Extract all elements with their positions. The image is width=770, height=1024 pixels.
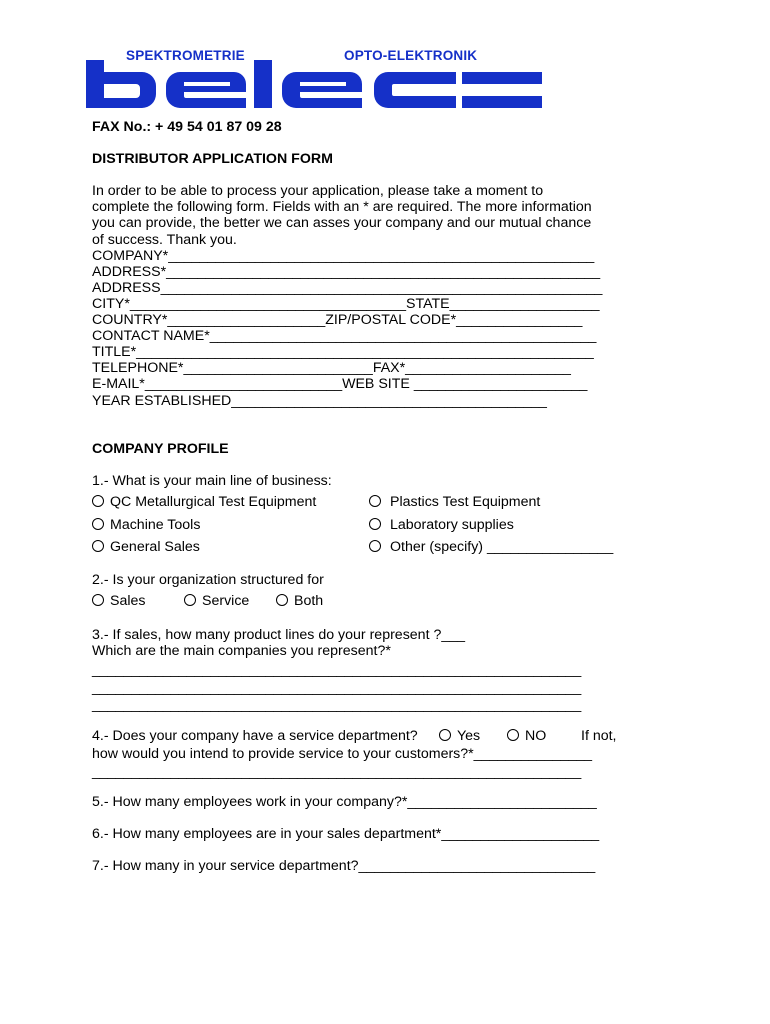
q3-blank-3[interactable]: ______________________________________________________________ <box>92 697 582 713</box>
field-email-website[interactable]: E-MAIL*_________________________WEB SITE ______________________ <box>92 376 588 392</box>
field-country-zip[interactable]: COUNTRY*____________________ZIP/POSTAL CODE*________________ <box>92 312 583 328</box>
q2-option-sales[interactable]: Sales <box>92 593 146 609</box>
q4-option-yes[interactable]: Yes <box>439 728 480 744</box>
q3-line-2: Which are the main companies you represent?* <box>92 643 391 659</box>
q7-service-employees[interactable]: 7.- How many in your service department?______________________________ <box>92 858 596 874</box>
q1-option-machine-tools[interactable]: Machine Tools <box>92 517 200 533</box>
q1-option-plastics[interactable]: Plastics Test Equipment <box>369 494 540 510</box>
q6-sales-employees[interactable]: 6.- How many employees are in your sales department*____________________ <box>92 826 600 842</box>
fax-number: FAX No.: + 49 54 01 87 09 28 <box>92 119 282 135</box>
field-address-2[interactable]: ADDRESS________________________________________________________ <box>92 280 603 296</box>
company-profile-heading: COMPANY PROFILE <box>92 441 229 457</box>
radio-circle-icon[interactable] <box>439 729 451 741</box>
logo-opto-elektronik: OPTO-ELEKTRONIK <box>344 48 478 63</box>
q4-option-no[interactable]: NO <box>507 728 546 744</box>
radio-circle-icon[interactable] <box>369 518 381 530</box>
radio-circle-icon[interactable] <box>369 540 381 552</box>
q1-option-general-sales[interactable]: General Sales <box>92 539 200 555</box>
q2-option-both[interactable]: Both <box>276 593 323 609</box>
q3-line-1[interactable]: 3.- If sales, how many product lines do your represent ?___ <box>92 627 466 643</box>
q2-option-service[interactable]: Service <box>184 593 249 609</box>
radio-circle-icon[interactable] <box>369 495 381 507</box>
q4-line-2[interactable]: how would you intend to provide service to your customers?*_______________ <box>92 746 593 762</box>
q3-blank-1[interactable]: ______________________________________________________________ <box>92 662 582 678</box>
belec-logo <box>84 44 546 108</box>
radio-circle-icon[interactable] <box>507 729 519 741</box>
field-title[interactable]: TITLE*__________________________________________________________ <box>92 344 594 360</box>
q4-blank[interactable]: ______________________________________________________________ <box>92 764 582 780</box>
radio-circle-icon[interactable] <box>92 518 104 530</box>
q4-prefix: 4.- Does your company have a service department? <box>92 728 418 744</box>
intro-line-3: you can provide, the better we can asses your company and our mutual chance <box>92 215 592 231</box>
q5-employees[interactable]: 5.- How many employees work in your company?*________________________ <box>92 794 597 810</box>
field-city-state[interactable]: CITY*___________________________________STATE___________________ <box>92 296 600 312</box>
field-address-1[interactable]: ADDRESS*_______________________________________________________ <box>92 264 601 280</box>
radio-circle-icon[interactable] <box>276 594 288 606</box>
radio-circle-icon[interactable] <box>92 495 104 507</box>
q1-option-other[interactable]: Other (specify) ________________ <box>369 539 613 555</box>
intro-line-1: In order to be able to process your application, please take a moment to <box>92 183 544 199</box>
radio-circle-icon[interactable] <box>92 540 104 552</box>
q4-if-not: If not, <box>581 728 617 744</box>
form-title: DISTRIBUTOR APPLICATION FORM <box>92 151 333 167</box>
field-company[interactable]: COMPANY*______________________________________________________ <box>92 248 595 264</box>
intro-line-2: complete the following form. Fields with an * are required. The more information <box>92 199 592 215</box>
radio-circle-icon[interactable] <box>92 594 104 606</box>
q2-question: 2.- Is your organization structured for <box>92 572 324 588</box>
q1-question: 1.- What is your main line of business: <box>92 473 332 489</box>
q1-option-laboratory[interactable]: Laboratory supplies <box>369 517 514 533</box>
radio-circle-icon[interactable] <box>184 594 196 606</box>
field-year-established[interactable]: YEAR ESTABLISHED________________________________________ <box>92 393 547 409</box>
logo-spektrometrie: SPEKTROMETRIE <box>126 48 245 63</box>
field-contact-name[interactable]: CONTACT NAME*_________________________________________________ <box>92 328 597 344</box>
q3-blank-2[interactable]: ______________________________________________________________ <box>92 680 582 696</box>
q1-option-qc-metallurgical[interactable]: QC Metallurgical Test Equipment <box>92 494 316 510</box>
field-telephone-fax[interactable]: TELEPHONE*________________________FAX*_____________________ <box>92 360 571 376</box>
belec-wordmark-graphic <box>84 58 546 110</box>
intro-line-4: of success. Thank you. <box>92 232 237 248</box>
